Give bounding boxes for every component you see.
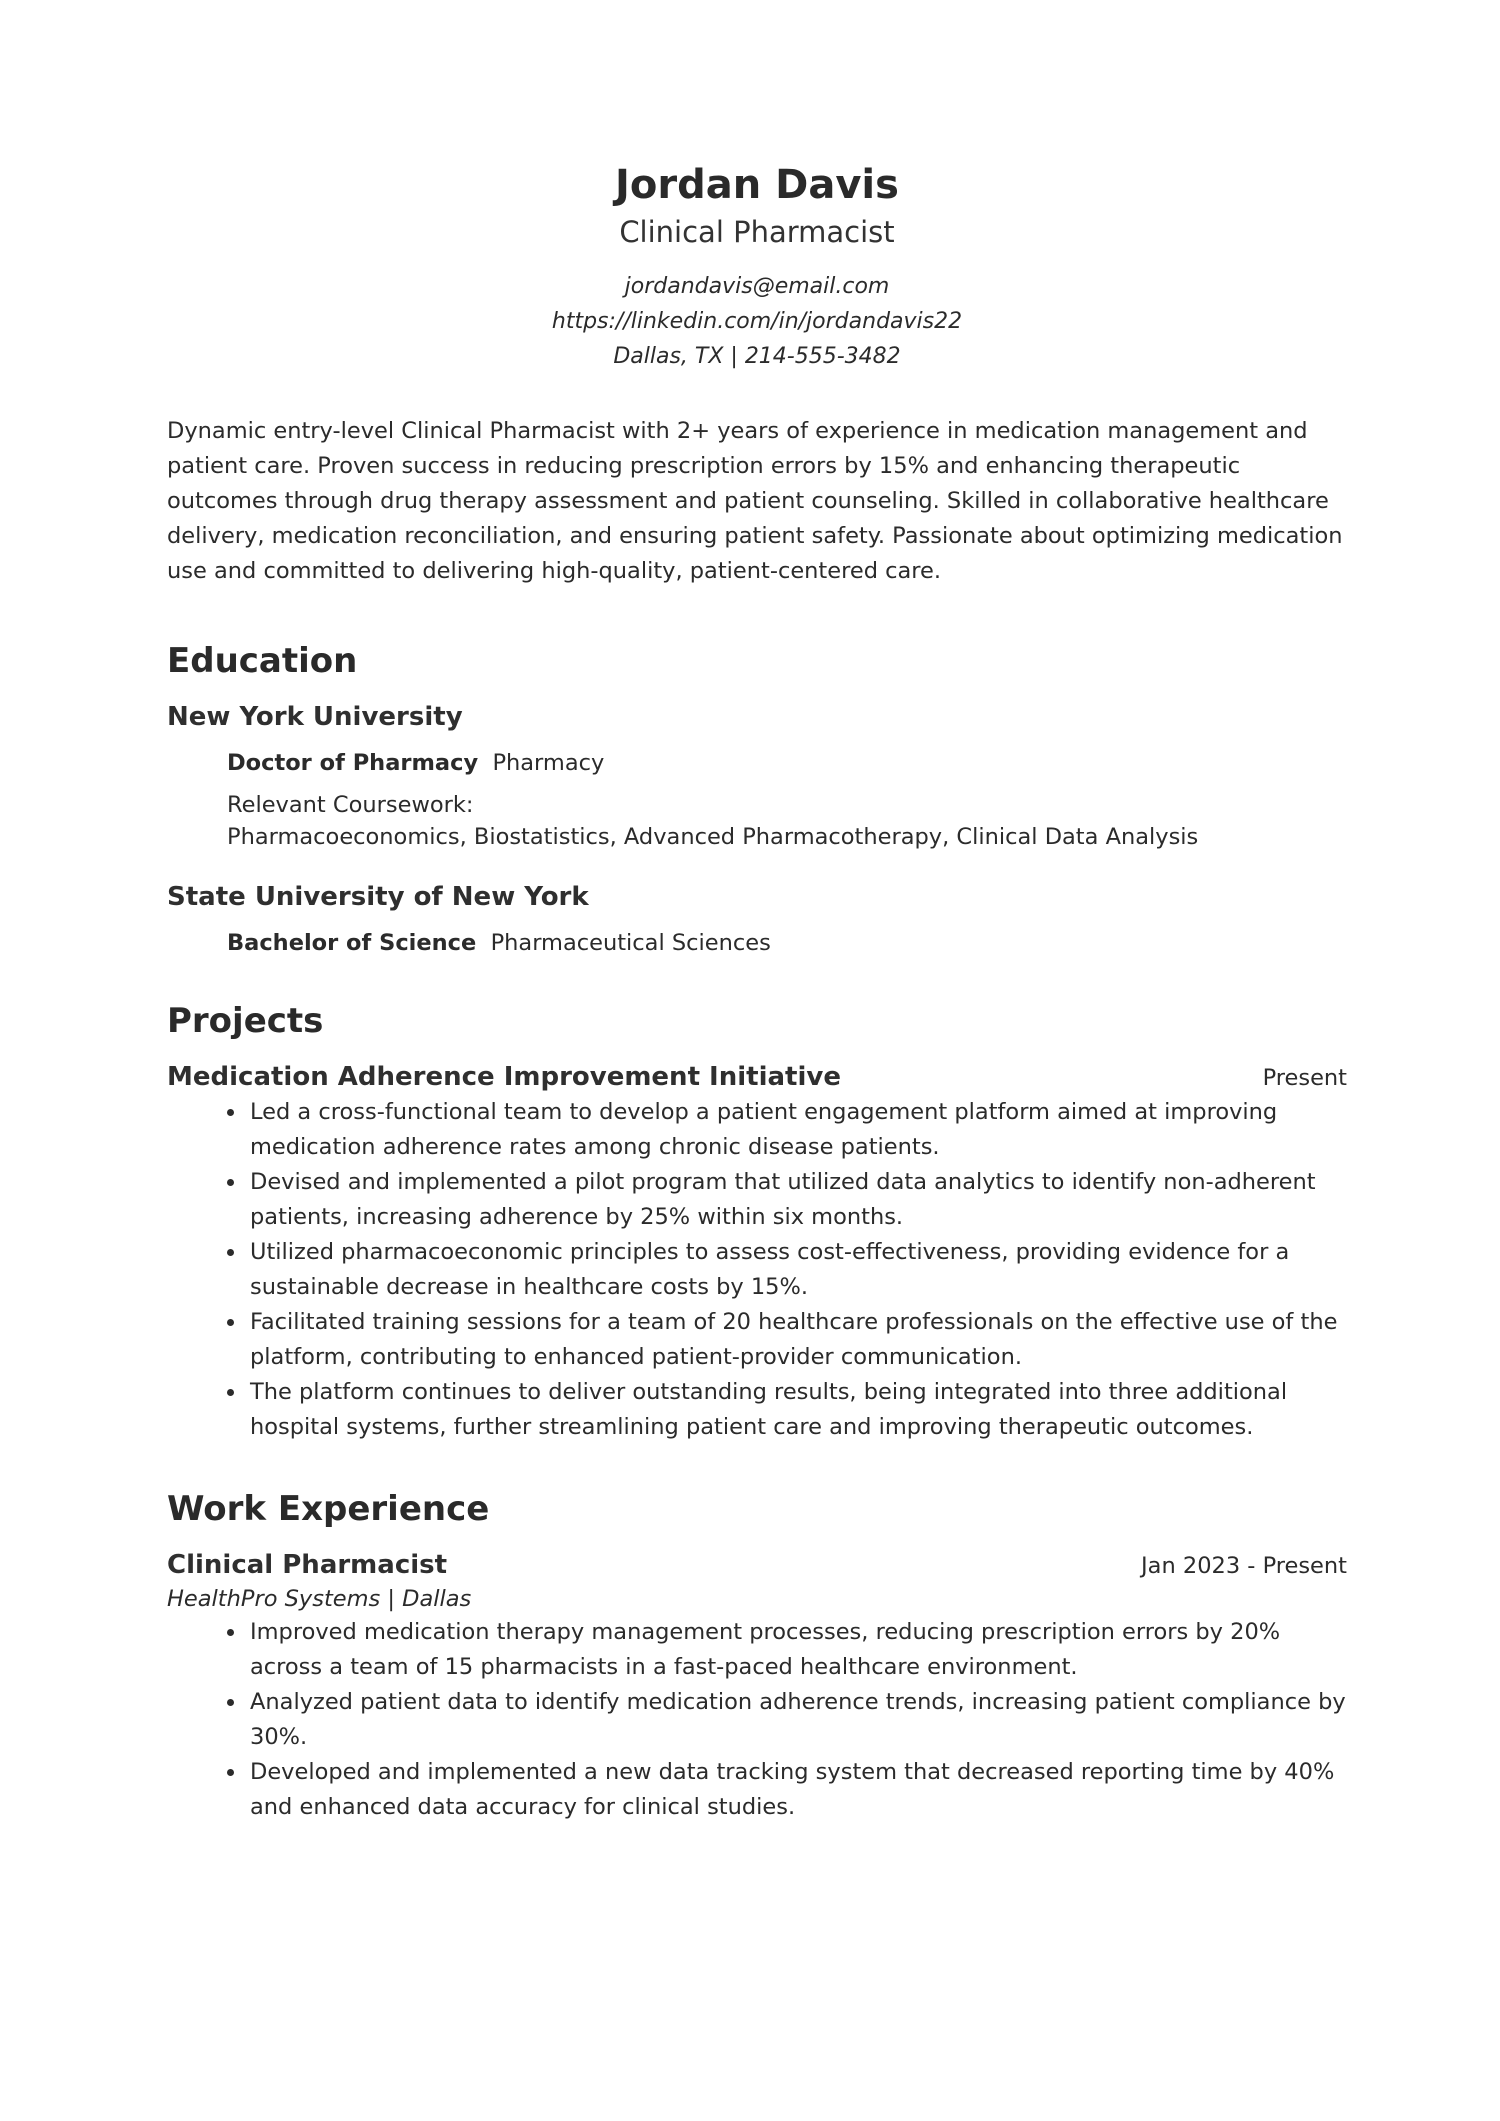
bullet-text: The platform continues to deliver outstanding results, being integrated into three additional hospital systems, further streamlining patient care and improving therapeutic outcomes. (250, 1379, 1288, 1440)
list-item (227, 1305, 1347, 1375)
bullet-text: Analyzed patient data to identify medication adherence trends, increasing patient compliance by 30%. (250, 1689, 1346, 1750)
bullet-dot-icon (227, 1699, 234, 1706)
bullet-dot-icon (227, 1109, 234, 1116)
section-title-education: Education (167, 641, 358, 681)
contact-linkedin: https://linkedin.com/in/jordandavis22 (551, 309, 963, 334)
list-item (227, 1685, 1347, 1755)
project-bullet-list (227, 1095, 1347, 1445)
coursework-block (227, 789, 1347, 853)
job-role: Clinical Pharmacist (167, 1550, 448, 1580)
contact-email: jordandavis@email.com (624, 274, 890, 299)
resume-header (167, 158, 1347, 374)
contact-location-phone: Dallas, TX | 214-555-3482 (613, 344, 901, 369)
section-title-projects: Projects (167, 1001, 324, 1041)
list-item (227, 1165, 1347, 1235)
bullet-text: Improved medication therapy management processes, reducing prescription errors by 20% across a team of 15 pharmacists in a fast-paced healthcare environment. (250, 1619, 1281, 1680)
resume-page (167, 158, 1347, 1825)
candidate-name: Jordan Davis (615, 162, 899, 208)
summary-paragraph: Dynamic entry-level Clinical Pharmacist with 2+ years of experience in medication management and patient care. Proven success in reducing prescription errors by 15% and enhancing therapeutic outcomes through drug therapy assessment and patient counseling. Skilled in collaborative healthcare delivery, medication reconciliation, and ensuring patient safety. Passionate about optimizing medication use and committed to delivering high-quality, patient-centered care. (167, 418, 1343, 584)
contact-block (167, 269, 1347, 374)
list-item (227, 1755, 1347, 1825)
bullet-text: Devised and implemented a pilot program that utilized data analytics to identify non-adherent patients, increasing adherence by 25% within six months. (250, 1169, 1316, 1230)
bullet-text: Developed and implemented a new data tracking system that decreased reporting time by 40% and enhanced data accuracy for clinical studies. (250, 1759, 1335, 1820)
degree-name: Bachelor of Science (227, 930, 477, 956)
list-item (227, 1615, 1347, 1685)
projects-section (167, 999, 1347, 1445)
work-section (167, 1487, 1347, 1825)
coursework-label: Relevant Coursework: (227, 792, 474, 818)
degree-line (227, 927, 1347, 959)
job-company: HealthPro Systems | Dallas (167, 1586, 472, 1612)
job-date: Jan 2023 - Present (1141, 1553, 1347, 1579)
bullet-text: Utilized pharmacoeconomic principles to assess cost-effectiveness, providing evidence for a sustainable decrease in healthcare costs by 15%. (250, 1239, 1290, 1300)
list-item (227, 1095, 1347, 1165)
coursework-list: Pharmacoeconomics, Biostatistics, Advanced Pharmacotherapy, Clinical Data Analysis (227, 824, 1199, 850)
job-header (167, 1547, 1347, 1583)
school-name: State University of New York (167, 882, 589, 912)
section-title-work: Work Experience (167, 1489, 490, 1529)
list-item (227, 1375, 1347, 1445)
candidate-role: Clinical Pharmacist (619, 215, 895, 249)
degree-line (227, 747, 1347, 779)
list-item (227, 1235, 1347, 1305)
bullet-dot-icon (227, 1389, 234, 1396)
bullet-dot-icon (227, 1769, 234, 1776)
bullet-dot-icon (227, 1179, 234, 1186)
degree-field: Pharmacy (492, 750, 605, 776)
bullet-dot-icon (227, 1629, 234, 1636)
education-section (167, 639, 1347, 959)
bullet-dot-icon (227, 1319, 234, 1326)
job-bullet-list (227, 1615, 1347, 1825)
project-date: Present (1262, 1065, 1347, 1091)
degree-name: Doctor of Pharmacy (227, 750, 479, 776)
degree-field: Pharmaceutical Sciences (490, 930, 771, 956)
bullet-text: Led a cross-functional team to develop a patient engagement platform aimed at improving medication adherence rates among chronic disease patients. (250, 1099, 1278, 1160)
bullet-text: Facilitated training sessions for a team of 20 healthcare professionals on the effective use of the platform, contributing to enhanced patient-provider communication. (250, 1309, 1338, 1370)
school-name: New York University (167, 702, 463, 732)
project-header (167, 1059, 1347, 1095)
project-name: Medication Adherence Improvement Initiative (167, 1062, 841, 1092)
bullet-dot-icon (227, 1249, 234, 1256)
